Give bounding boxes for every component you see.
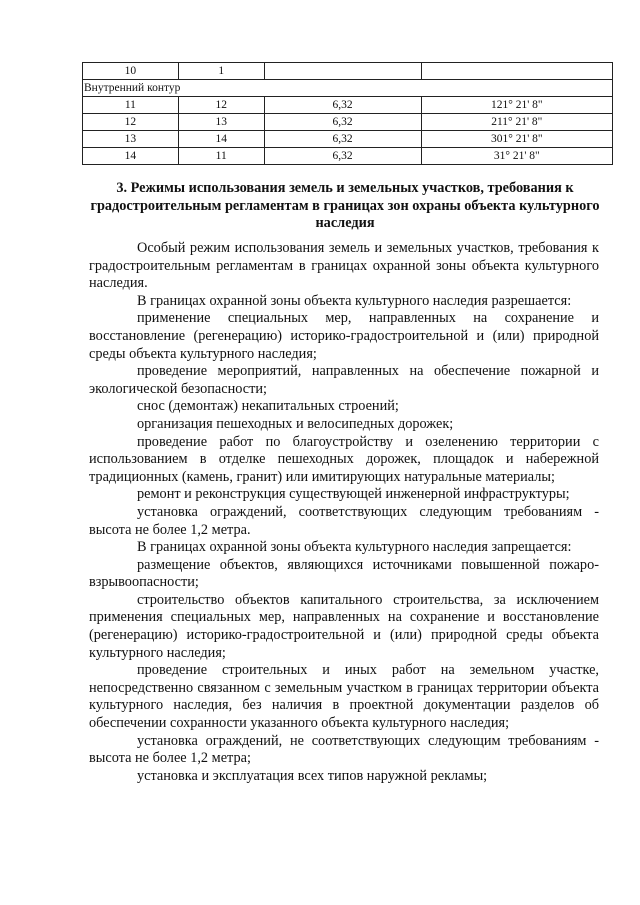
- table-row: [83, 97, 613, 114]
- table-cell: 1: [178, 63, 264, 80]
- table-cell: [421, 63, 612, 80]
- table-cell: 211° 21' 8": [421, 114, 612, 131]
- table-cell: 11: [83, 97, 179, 114]
- list-item: размещение объектов, являющихся источниками повышенной пожаро-взрывоопасности;: [89, 556, 599, 591]
- coordinates-table: [82, 62, 613, 165]
- list-item: установка и эксплуатация всех типов наружной рекламы;: [137, 767, 488, 784]
- list-item: проведение строительных и иных работ на земельном участке, непосредственно связанном с земельным участком в границах территории объекта культурного наследия, без наличия в проектной документации разделов об обеспечении сохранности указанного объекта культурного наследия;: [89, 662, 599, 732]
- section-heading: 3. Режимы использования земель и земельных участков, требования к градостроительным регламентам в границах зон охраны объекта культурного наследия: [90, 180, 600, 231]
- table-row: [83, 148, 613, 165]
- table-cell: 31° 21' 8": [421, 148, 612, 165]
- paragraph: В границах охранной зоны объекта культурного наследия разрешается:: [137, 292, 572, 309]
- table-cell: 10: [83, 63, 179, 80]
- list-item: организация пешеходных и велосипедных дорожек;: [137, 415, 454, 432]
- inner-contour-label: Внутренний контур: [83, 80, 613, 97]
- list-item: установка ограждений, не соответствующих следующим требованиям - высота не более 1,2 метра;: [89, 732, 599, 767]
- table-cell: 6,32: [264, 131, 421, 148]
- table-cell: 301° 21' 8": [421, 131, 612, 148]
- list-item: снос (демонтаж) некапитальных строений;: [137, 398, 399, 415]
- table-cell: 13: [178, 114, 264, 131]
- table-cell: [264, 63, 421, 80]
- paragraph: Особый режим использования земель и земельных участков, требования к градостроительным регламентам в границах охранной зоны объекта культурного наследия.: [89, 240, 599, 292]
- list-item: установка ограждений, соответствующих следующим требованиям - высота не более 1,2 метра.: [89, 503, 599, 538]
- list-item: проведение мероприятий, направленных на обеспечение пожарной и экологической безопасности;: [89, 363, 599, 397]
- table-cell: 12: [83, 114, 179, 131]
- table-cell: 6,32: [264, 114, 421, 131]
- document-body: [89, 240, 599, 785]
- table-row: [83, 63, 613, 80]
- list-item: проведение работ по благоустройству и озеленению территории с использованием в отделке пешеходных дорожек, площадок и набережной традиционных (камень, гранит) или имитирующих натуральные материалы;: [89, 433, 599, 485]
- list-item: ремонт и реконструкция существующей инженерной инфраструктуры;: [137, 486, 570, 503]
- table-cell: 6,32: [264, 97, 421, 114]
- table-cell: 14: [178, 131, 264, 148]
- list-item: строительство объектов капитального строительства, за исключением применения специальных мер, направленных на сохранение и восстановление (регенерацию) историко-градостроительной и (или) природной среды объекта культурного наследия;: [89, 591, 599, 661]
- table-row: [83, 131, 613, 148]
- paragraph: В границах охранной зоны объекта культурного наследия запрещается:: [137, 539, 572, 556]
- table-row: [83, 114, 613, 131]
- table-section-row: [83, 80, 613, 97]
- table-cell: 12: [178, 97, 264, 114]
- table-cell: 11: [178, 148, 264, 165]
- table-cell: 13: [83, 131, 179, 148]
- table-cell: 6,32: [264, 148, 421, 165]
- list-item: применение специальных мер, направленных на сохранение и восстановление (регенерацию) историко-градостроительной и (или) природной среды объекта культурного наследия;: [89, 310, 599, 362]
- table-cell: 14: [83, 148, 179, 165]
- table-cell: 121° 21' 8": [421, 97, 612, 114]
